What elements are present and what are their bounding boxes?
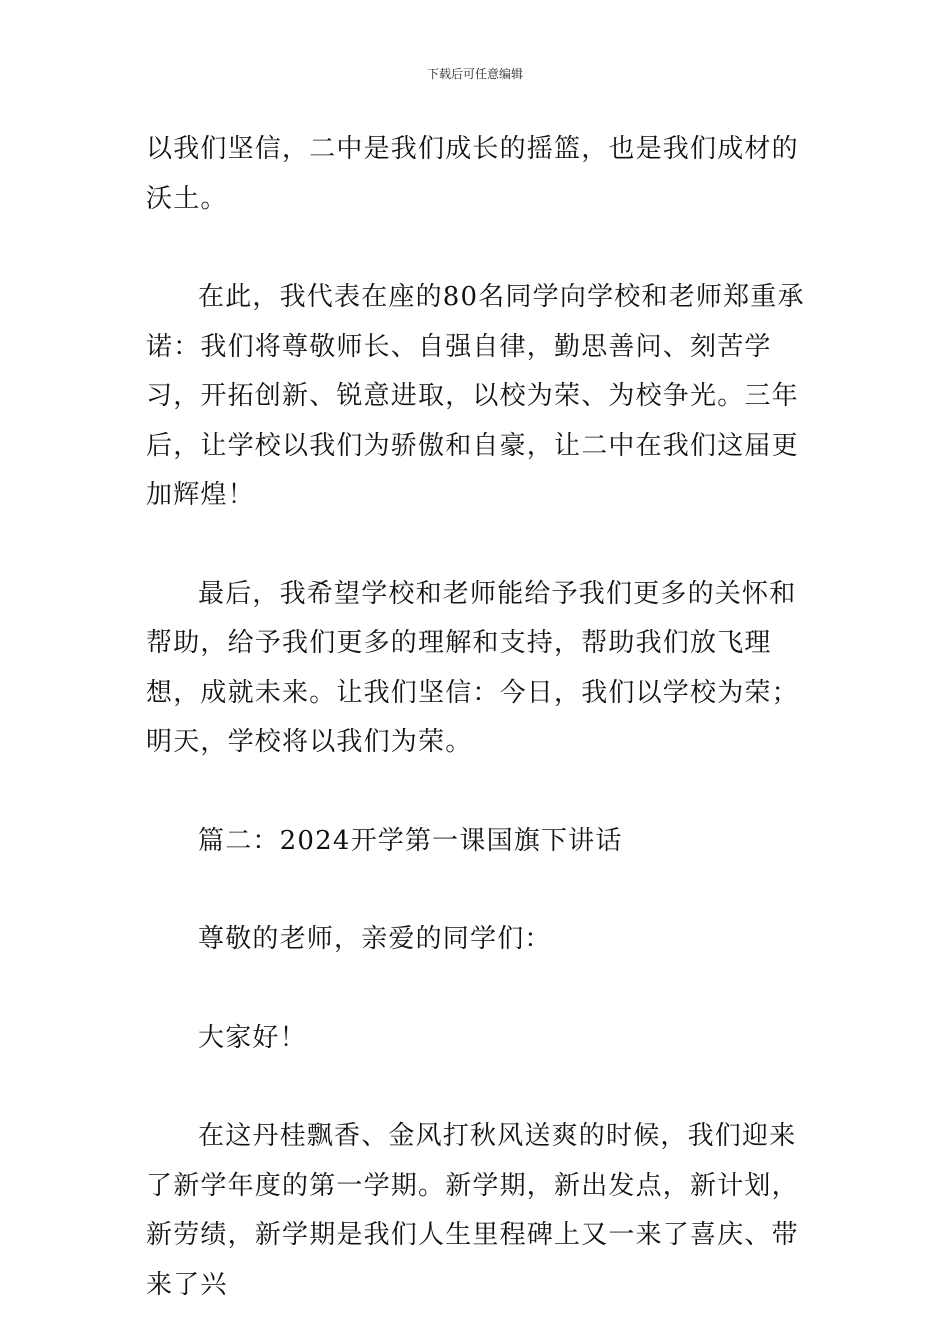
document-body <box>146 125 810 1310</box>
section-title: 篇二：2024开学第一课国旗下讲话 <box>198 825 623 856</box>
paragraph-continuation: 以我们坚信，二中是我们成长的摇篮，也是我们成材的沃土。 <box>146 134 799 214</box>
paragraph-promise: 在此，我代表在座的80名同学向学校和老师郑重承诺：我们将尊敬师长、自强自律，勤思善问、刻苦学习，开拓创新、锐意进取，以校为荣、为校争光。三年后，让学校以我们为骄傲和自豪，让二中在我们这届更加辉煌！ <box>146 282 805 510</box>
greeting: 大家好！ <box>198 1022 307 1053</box>
header-note: 下载后可任意编辑 <box>426 67 523 81</box>
paragraph-opening: 在这丹桂飘香、金风打秋风送爽的时候，我们迎来了新学年度的第一学期。新学期，新出发点，新计划，新劳绩，新学期是我们人生里程碑上又一来了喜庆、带来了兴 <box>146 1121 799 1300</box>
paragraph-closing: 最后，我希望学校和老师能给予我们更多的关怀和帮助，给予我们更多的理解和支持，帮助我们放飞理想，成就未来。让我们坚信：今日，我们以学校为荣；明天，学校将以我们为荣。 <box>146 578 799 757</box>
salutation: 尊敬的老师，亲爱的同学们： <box>198 924 552 954</box>
